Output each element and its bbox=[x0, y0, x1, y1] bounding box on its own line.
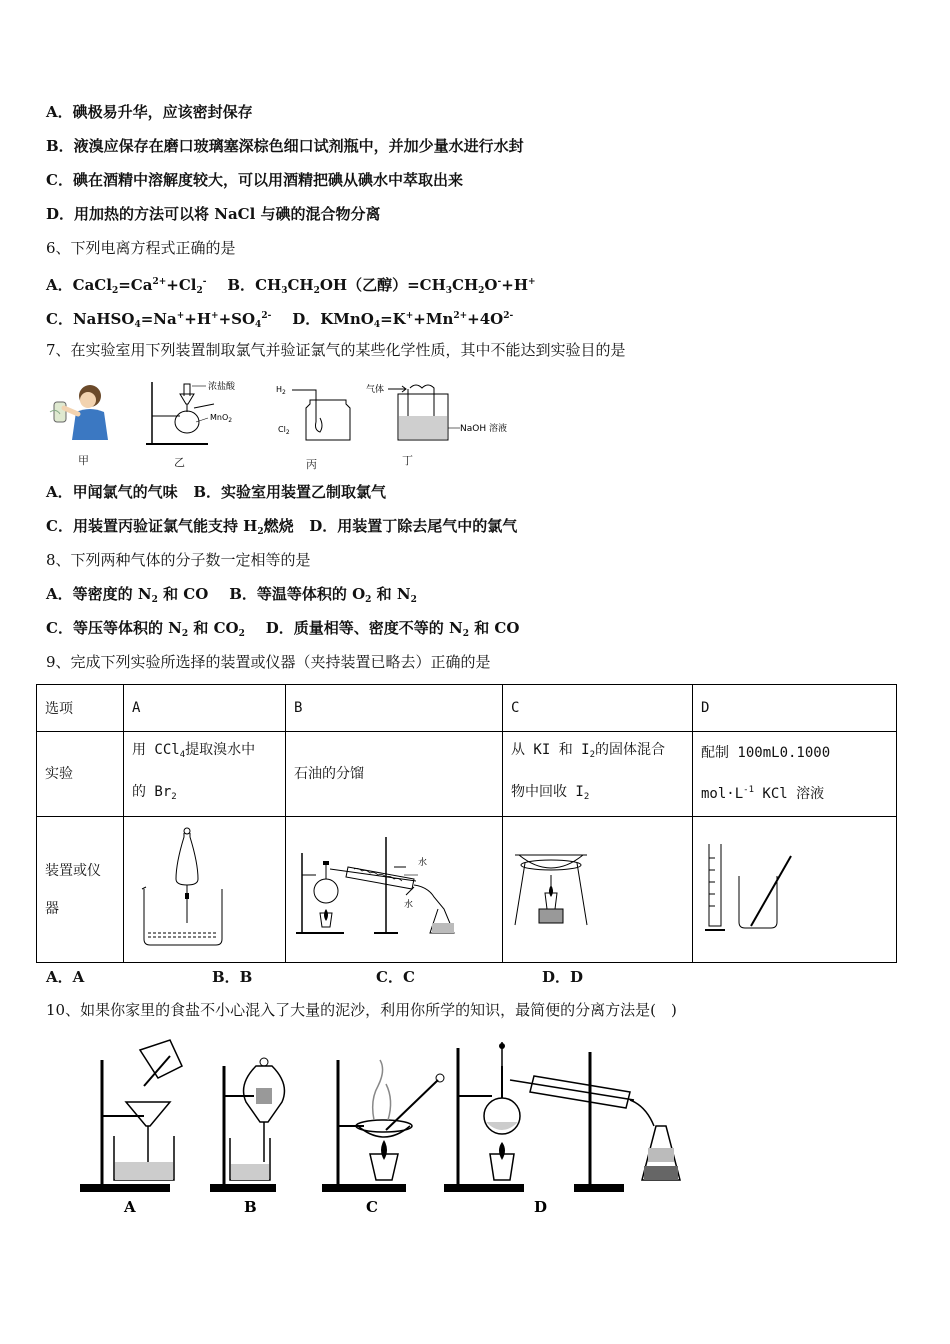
label-water-in: 水 bbox=[404, 899, 414, 910]
q6-options-ab bbox=[46, 272, 536, 301]
q9-table bbox=[36, 684, 897, 963]
q8-stem: 8、下列两种气体的分子数一定相等的是 bbox=[46, 551, 311, 569]
experiment-b: 石油的分馏 bbox=[286, 732, 503, 817]
option-a: A．碘极易升华，应该密封保存 bbox=[46, 103, 253, 121]
figure-chlorine-generator bbox=[144, 378, 254, 450]
apparatus-c bbox=[503, 817, 693, 963]
q6-option-b: B．$CH_3CH_2OH$（乙醇）$=CH_3CH_2O^-+H^+$ bbox=[227, 276, 536, 296]
q10-stem: 10、如果你家里的食盐不小心混入了大量的泥沙，利用你所学的知识，最简便的分离方法是( ) bbox=[46, 1001, 677, 1019]
label-water-out: 水 bbox=[418, 857, 428, 868]
q7-option-b: B．实验室用装置乙制取氯气 bbox=[193, 483, 386, 501]
figure-label-c: C bbox=[366, 1198, 378, 1216]
table-row-apparatus bbox=[37, 817, 897, 963]
figure-label-b: B bbox=[244, 1198, 257, 1216]
option-b: B．液溴应保存在磨口玻璃塞深棕色细口试剂瓶中，并加少量水进行水封 bbox=[46, 137, 524, 155]
separatory-funnel-beaker bbox=[132, 823, 242, 953]
apparatus-d bbox=[693, 817, 897, 963]
graduated-cylinder-beaker bbox=[701, 838, 801, 938]
q6-option-a: A．$CaCl_2=Ca^{2+}+Cl_2^-$ bbox=[46, 276, 207, 296]
q8-option-a: A．等密度的 $N_2$ 和 CO bbox=[46, 585, 209, 605]
q6-option-d: D．$KMnO_4=K^++Mn^{2+}+4O^{2-}$ bbox=[292, 310, 514, 330]
header-c: C bbox=[503, 685, 693, 732]
q9-option-b: B．B bbox=[212, 968, 253, 986]
q7-option-a: A．甲闻氯气的气味 bbox=[46, 483, 178, 501]
figure-distillation bbox=[444, 1042, 680, 1192]
option-c: C．碘在酒精中溶解度较大，可以用酒精把碘从碘水中萃取出来 bbox=[46, 171, 463, 189]
q9-option-a: A．A bbox=[46, 968, 85, 986]
figure-naoh-absorber bbox=[364, 378, 524, 450]
q9-stem: 9、完成下列实验所选择的装置或仪器（夹持装置已略去）正确的是 bbox=[46, 653, 491, 671]
q6-stem: 6、下列电离方程式正确的是 bbox=[46, 239, 236, 257]
table-row-header bbox=[37, 685, 897, 732]
experiment-a: 用 CCl$_4$提取溴水中 的 $Br_2$ bbox=[124, 732, 286, 817]
q7-figure bbox=[44, 378, 524, 470]
figure-person-smelling bbox=[46, 378, 118, 444]
apparatus-a bbox=[124, 817, 286, 963]
caption-ding: 丁 bbox=[402, 454, 413, 467]
q7-options-cd bbox=[46, 516, 517, 542]
q7-options-ab bbox=[46, 482, 386, 502]
q8-option-b: B．等温等体积的 $O_2$ 和 $N_2$ bbox=[229, 585, 417, 605]
q8-option-d: D．质量相等、密度不等的 $N_2$ 和 CO bbox=[265, 619, 520, 639]
figure-label-a: A bbox=[124, 1198, 136, 1216]
q6-option-c: C．$NaHSO_4=Na^++H^++SO_4^{2-}$ bbox=[46, 310, 272, 330]
q8-option-c: C．等压等体积的 $N_2$ 和 $CO_2$ bbox=[46, 619, 245, 639]
q9-option-d: D．D bbox=[542, 968, 584, 986]
label-gas: 气体 bbox=[366, 385, 385, 395]
caption-bing: 丙 bbox=[306, 458, 317, 471]
label-naoh: NaOH 溶液 bbox=[460, 424, 507, 434]
q6-options-cd bbox=[46, 306, 513, 335]
figure-evaporation bbox=[322, 1060, 444, 1192]
experiment-c: 从 KI 和 $I_2$的固体混合 物中回收 $I_2$ bbox=[503, 732, 693, 817]
q7-option-d: D．用装置丁除去尾气中的氯气 bbox=[309, 517, 518, 535]
label-cl2: $Cl_2$ bbox=[278, 425, 290, 436]
label-h2: $H_2$ bbox=[276, 385, 286, 396]
evaporating-dish-setup bbox=[511, 833, 591, 943]
option-d: D．用加热的方法可以将 NaCl 与碘的混合物分离 bbox=[46, 205, 381, 223]
q9-option-c: C．C bbox=[376, 968, 415, 986]
q8-options-cd bbox=[46, 618, 519, 644]
figure-separatory-funnel bbox=[210, 1058, 284, 1192]
q7-stem: 7、在实验室用下列装置制取氯气并验证氯气的某些化学性质，其中不能达到实验目的是 bbox=[46, 341, 626, 359]
table-row-experiment bbox=[37, 732, 897, 817]
header-a: A bbox=[124, 685, 286, 732]
caption-yi: 乙 bbox=[174, 456, 185, 469]
figure-h2-burning bbox=[274, 378, 364, 450]
header-option: 选项 bbox=[37, 685, 124, 732]
row-label-apparatus: 装置或仪 器 bbox=[37, 817, 124, 963]
figure-filtration bbox=[80, 1040, 182, 1192]
header-d: D bbox=[693, 685, 897, 732]
caption-jia: 甲 bbox=[78, 454, 89, 467]
apparatus-b bbox=[286, 817, 503, 963]
experiment-d: 配制 100mL0.1000 $mol\cdot L^{-1}$ KCl 溶液 bbox=[693, 732, 897, 817]
figure-label-d: D bbox=[534, 1198, 548, 1216]
distillation-setup bbox=[294, 823, 474, 953]
header-b: B bbox=[286, 685, 503, 732]
q8-options-ab bbox=[46, 584, 417, 610]
q10-figure bbox=[74, 1030, 714, 1220]
label-mno2: MnO$_2$ bbox=[210, 413, 233, 424]
row-label-experiment: 实验 bbox=[37, 732, 124, 817]
label-hcl: 浓盐酸 bbox=[208, 382, 236, 392]
q7-option-c: C．用装置丙验证氯气能支持 $H_2$燃烧 bbox=[46, 517, 294, 537]
